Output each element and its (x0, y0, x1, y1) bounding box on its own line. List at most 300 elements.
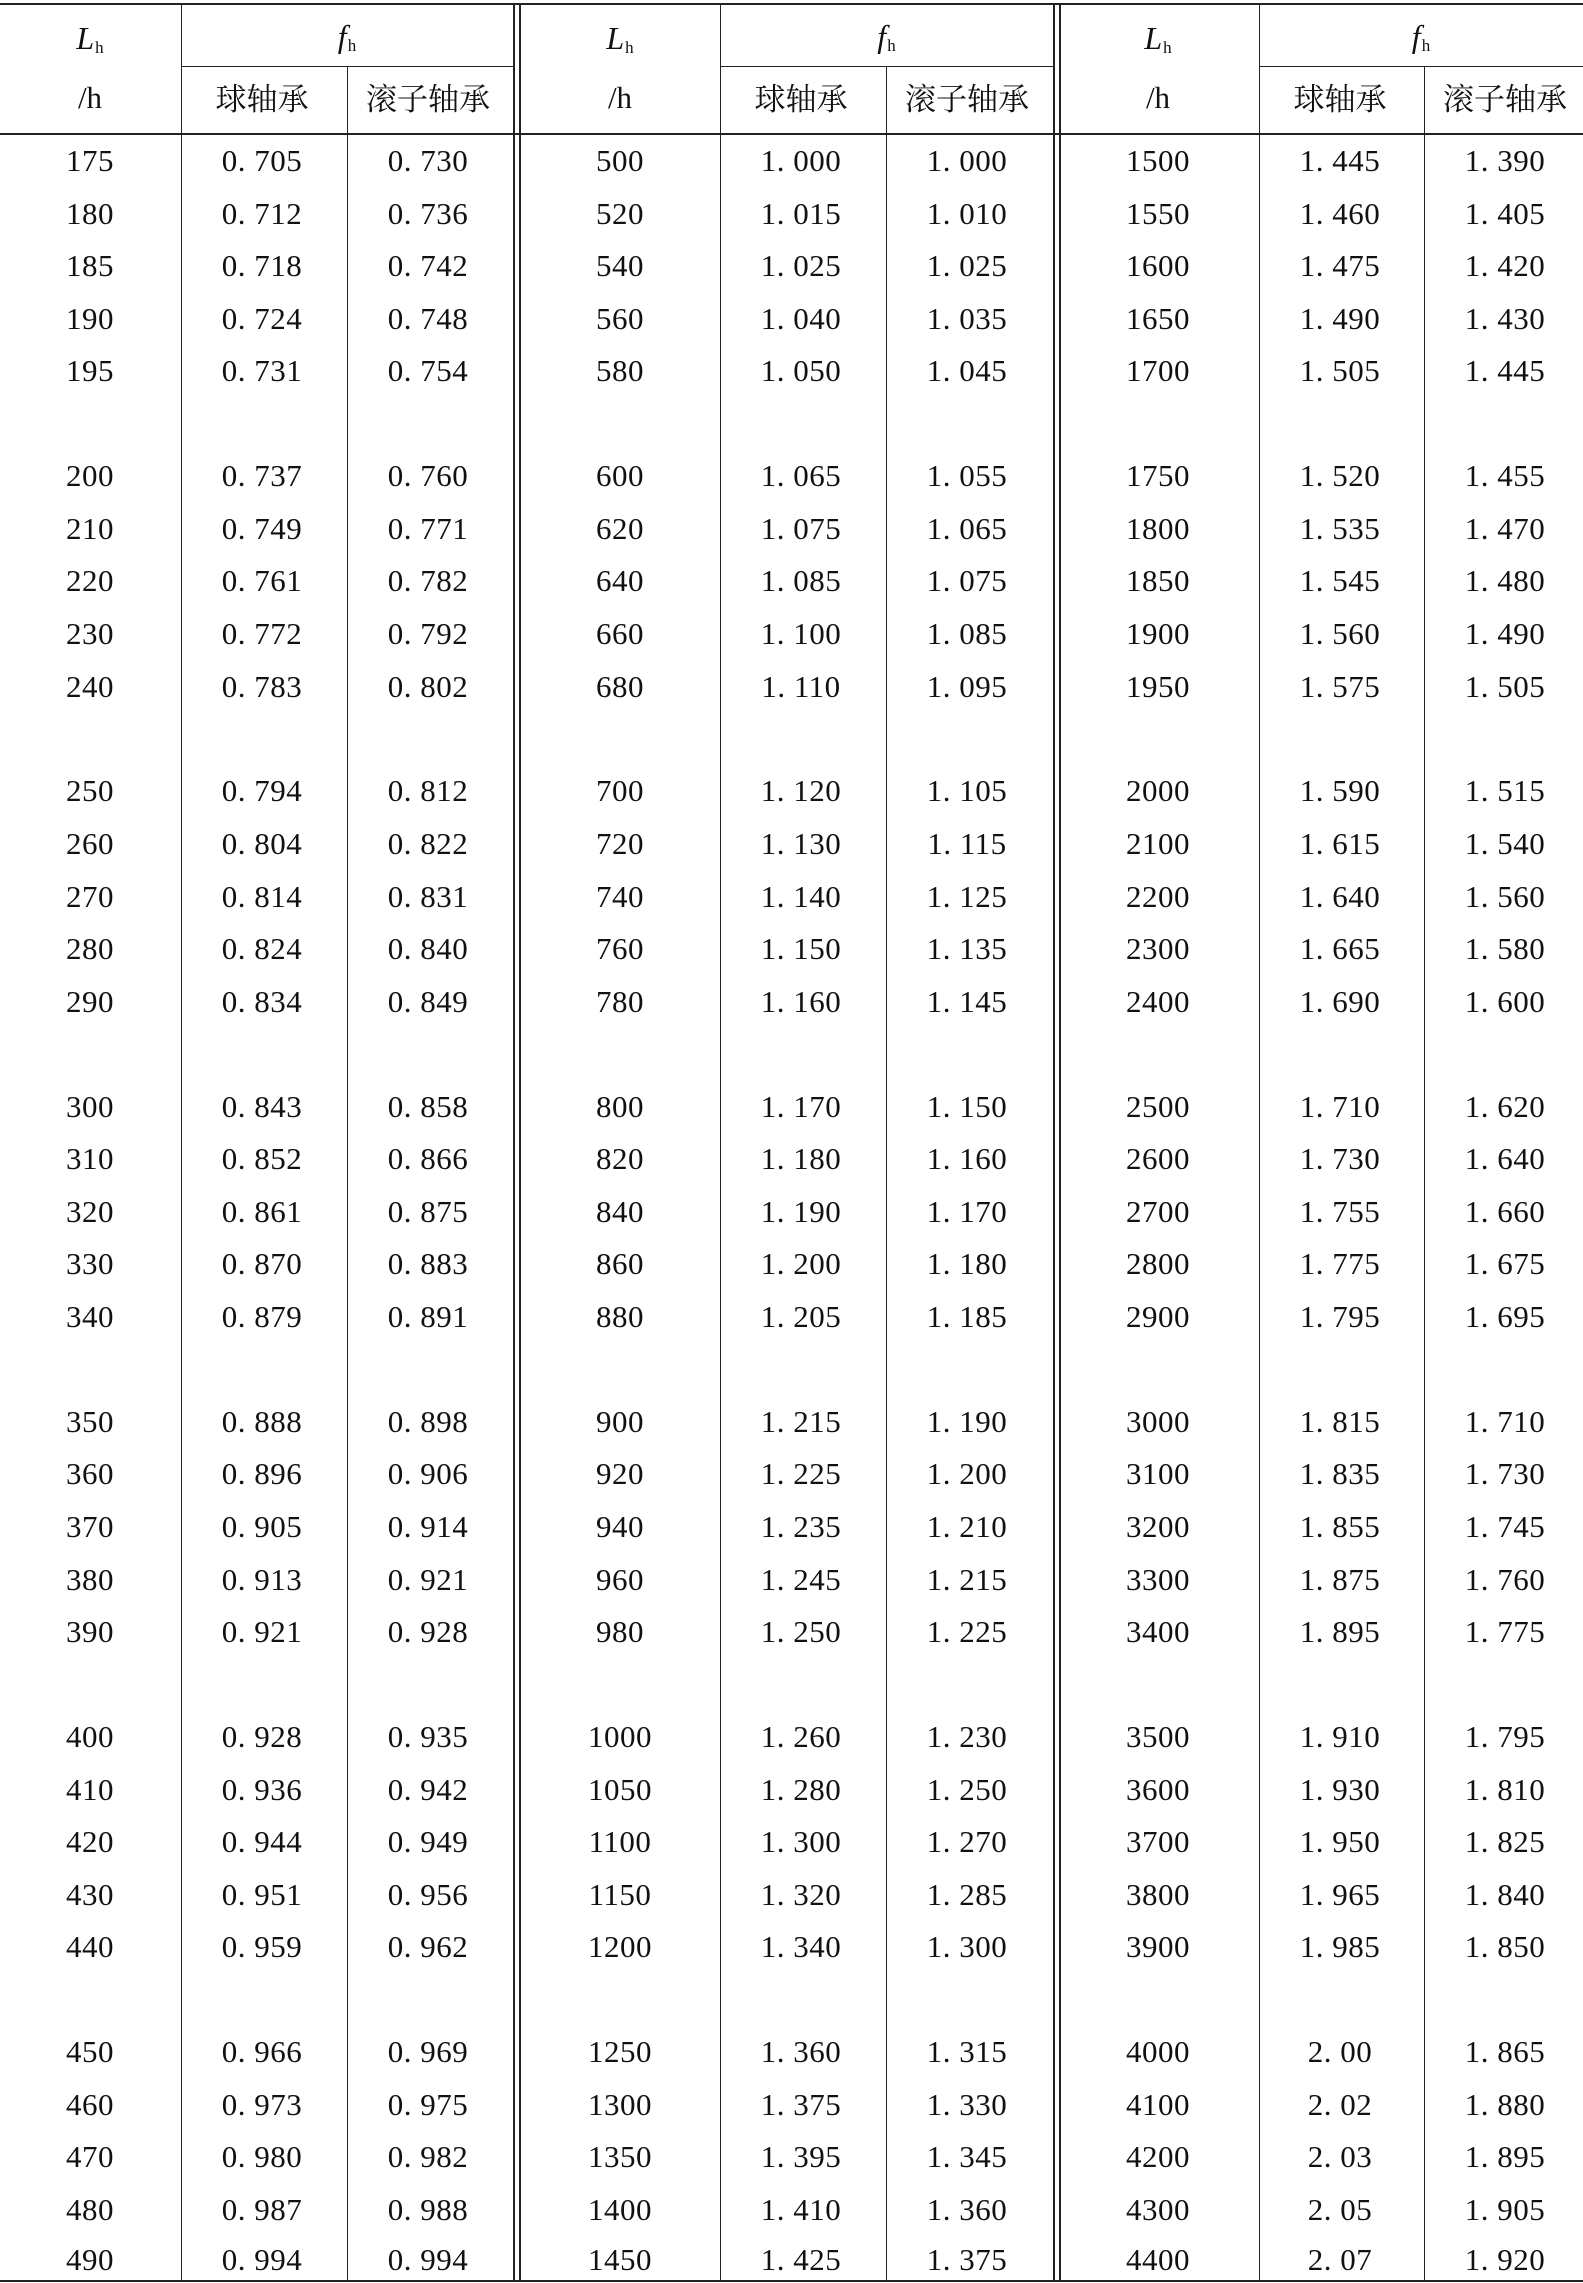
group-1-row-22-lh: 360 (66, 1456, 114, 1492)
group-3-row-21-roller: 1. 710 (1464, 1403, 1546, 1439)
group-1-row-8-roller: 0. 782 (387, 563, 469, 599)
group-3-lh-header (1058, 22, 1258, 56)
group-2-row-12-ball: 1. 130 (760, 826, 842, 861)
group-1-row-19-ball: 0. 870 (221, 1246, 303, 1282)
group-2-lh-header-subscript: h (625, 38, 634, 57)
group-3-row-12-ball: 1. 615 (1299, 826, 1381, 861)
group-2-row-15-roller: 1. 145 (926, 983, 1008, 1019)
group-2-row-15-lh: 780 (596, 983, 644, 1019)
group-2-row-11-lh: 700 (596, 773, 644, 809)
group-3-row-28-ball: 1. 950 (1299, 1824, 1381, 1860)
group-3-row-28-lh: 3700 (1126, 1824, 1190, 1860)
group-3-row-18-roller: 1. 660 (1464, 1193, 1546, 1229)
group-3-row-15-ball: 1. 690 (1299, 983, 1381, 1019)
group-2-row-28-ball: 1. 300 (760, 1824, 842, 1860)
group-3-row-24-roller: 1. 760 (1464, 1561, 1546, 1597)
group-3-row-26-roller: 1. 795 (1464, 1719, 1546, 1754)
group-3-row-21-lh: 3000 (1126, 1403, 1190, 1439)
group-1-row-6-lh: 200 (66, 458, 114, 494)
group-1-row-7-roller: 0. 771 (387, 510, 469, 546)
group-2-row-14-roller: 1. 135 (926, 931, 1008, 967)
group-3-row-6-ball: 1. 520 (1299, 458, 1381, 494)
group-3-row-15-lh: 2400 (1126, 983, 1190, 1019)
group-2-row-34-lh: 1400 (588, 2192, 652, 2227)
group-3-row-18-lh: 2700 (1126, 1193, 1190, 1229)
group-1-row-33-lh: 470 (66, 2139, 114, 2175)
group-2-row-5-ball: 1. 050 (760, 353, 842, 389)
group-1-row-9-lh: 230 (66, 616, 114, 651)
group-3-row-5-lh: 1700 (1126, 353, 1190, 389)
group-1-row-30-ball: 0. 959 (221, 1929, 303, 1965)
group-1-row-28-lh: 420 (66, 1824, 114, 1860)
group-2-row-23-ball: 1. 235 (760, 1509, 842, 1544)
group-1-fh-underline (181, 66, 513, 67)
group-2-row-20-roller: 1. 185 (926, 1299, 1008, 1334)
group-2-lh-unit: /h (607, 80, 633, 115)
group-3-row-26-ball: 1. 910 (1299, 1719, 1381, 1754)
group-3-row-7-ball: 1. 535 (1299, 510, 1381, 546)
group-2-row-2-lh: 520 (596, 195, 644, 231)
group-3-row-14-roller: 1. 580 (1464, 931, 1546, 967)
group-1-row-11-roller: 0. 812 (387, 773, 469, 809)
group-2-row-20-ball: 1. 205 (760, 1299, 842, 1334)
group-2-row-21-roller: 1. 190 (926, 1403, 1008, 1439)
group-3-row-18-ball: 1. 755 (1299, 1193, 1381, 1229)
group-2-row-22-lh: 920 (596, 1456, 644, 1492)
group-2-row-30-roller: 1. 300 (926, 1929, 1008, 1965)
group-3-row-3-roller: 1. 420 (1464, 248, 1546, 284)
group-3-row-31-lh: 4000 (1126, 2034, 1190, 2070)
group-3-row-9-lh: 1900 (1126, 616, 1190, 651)
group-1-row-32-roller: 0. 975 (387, 2086, 469, 2122)
group-3-row-23-roller: 1. 745 (1464, 1509, 1546, 1544)
group-1-ball-bearing-header: 球轴承 (215, 82, 309, 117)
group-3-row-30-ball: 1. 985 (1299, 1929, 1381, 1965)
group-3-row-4-lh: 1650 (1126, 300, 1190, 336)
group-1-row-4-lh: 190 (66, 300, 114, 336)
group-3-row-4-roller: 1. 430 (1464, 300, 1546, 336)
group-3-row-28-roller: 1. 825 (1464, 1824, 1546, 1860)
group-1-row-12-lh: 260 (66, 826, 114, 861)
group-3-row-2-lh: 1550 (1126, 195, 1190, 231)
group-3-row-29-roller: 1. 840 (1464, 1876, 1546, 1912)
group-1-row-10-roller: 0. 802 (387, 668, 469, 704)
group-3-row-29-lh: 3800 (1126, 1876, 1190, 1912)
group-1-row-1-roller: 0. 730 (387, 143, 469, 178)
group-1-row-27-roller: 0. 942 (387, 1771, 469, 1807)
group-3-fh-header-letter: $f_h$ (1411, 18, 1431, 55)
group-3-row-3-ball: 1. 475 (1299, 248, 1381, 284)
group-1-row-22-roller: 0. 906 (387, 1456, 469, 1492)
group-3-row-33-ball: 2. 03 (1307, 2139, 1373, 2175)
group-2-row-18-roller: 1. 170 (926, 1193, 1008, 1229)
group-3-row-8-ball: 1. 545 (1299, 563, 1381, 599)
group-1-row-5-ball: 0. 731 (221, 353, 303, 389)
group-1-row-11-lh: 250 (66, 773, 114, 809)
group-3-row-27-roller: 1. 810 (1464, 1771, 1546, 1807)
group-2-row-2-ball: 1. 015 (760, 195, 842, 231)
group-2-row-21-ball: 1. 215 (760, 1403, 842, 1439)
group-1-row-17-roller: 0. 866 (387, 1141, 469, 1177)
group-2-row-9-roller: 1. 085 (926, 616, 1008, 651)
group-1-row-20-lh: 340 (66, 1299, 114, 1334)
group-1-row-23-ball: 0. 905 (221, 1509, 303, 1544)
header-bottom-rule (0, 133, 1583, 135)
group-3-row-16-lh: 2500 (1126, 1088, 1190, 1124)
group-2-row-32-lh: 1300 (588, 2086, 652, 2122)
group-1-row-14-roller: 0. 840 (387, 931, 469, 967)
group-1-row-21-roller: 0. 898 (387, 1403, 469, 1439)
group-3-row-17-lh: 2600 (1126, 1141, 1190, 1177)
group-2-row-8-roller: 1. 075 (926, 563, 1008, 599)
group-1-row-10-lh: 240 (66, 668, 114, 704)
group-2-row-21-lh: 900 (596, 1403, 644, 1439)
group-3-row-14-lh: 2300 (1126, 931, 1190, 967)
group-1-row-19-roller: 0. 883 (387, 1246, 469, 1282)
group-1-row-14-lh: 280 (66, 931, 114, 967)
group-2-row-20-lh: 880 (596, 1299, 644, 1334)
group-3-row-31-roller: 1. 865 (1464, 2034, 1546, 2070)
group-2-row-34-ball: 1. 410 (760, 2192, 842, 2227)
group-3-row-14-ball: 1. 665 (1299, 931, 1381, 967)
group-2-row-8-lh: 640 (596, 563, 644, 599)
group-1-row-25-lh: 390 (66, 1614, 114, 1650)
group-3-row-19-ball: 1. 775 (1299, 1246, 1381, 1282)
group-2-row-33-ball: 1. 395 (760, 2139, 842, 2175)
group-3-row-5-roller: 1. 445 (1464, 353, 1546, 389)
group-3-row-2-roller: 1. 405 (1464, 195, 1546, 231)
group-3-row-33-roller: 1. 895 (1464, 2139, 1546, 2175)
group-2-row-13-lh: 740 (596, 878, 644, 914)
group-3-row-24-lh: 3300 (1126, 1561, 1190, 1597)
group-2-row-27-roller: 1. 250 (926, 1771, 1008, 1807)
group-2-row-29-lh: 1150 (588, 1876, 652, 1912)
group-3-lh-header-subscript: h (1163, 38, 1172, 57)
group-1-row-10-ball: 0. 783 (221, 668, 303, 704)
group-1-row-20-roller: 0. 891 (387, 1299, 469, 1334)
group-2-row-4-roller: 1. 035 (926, 300, 1008, 336)
group-1-row-24-lh: 380 (66, 1561, 114, 1597)
group-1-row-5-roller: 0. 754 (387, 353, 469, 389)
group-2-row-10-ball: 1. 110 (761, 668, 841, 704)
group-1-row-8-lh: 220 (66, 563, 114, 599)
group-2-row-25-roller: 1. 225 (926, 1614, 1008, 1650)
group-3-row-10-lh: 1950 (1126, 668, 1190, 704)
group-3-row-9-ball: 1. 560 (1299, 616, 1381, 651)
group-2-roller-bearing-header: 滚子轴承 (905, 82, 1029, 117)
group-3-row-12-lh: 2100 (1126, 826, 1190, 861)
group-3-row-3-lh: 1600 (1126, 248, 1190, 284)
group-1-row-29-lh: 430 (66, 1876, 114, 1912)
group-2-row-26-roller: 1. 230 (926, 1719, 1008, 1754)
group-1-row-26-lh: 400 (66, 1719, 114, 1754)
group-2-row-31-ball: 1. 360 (760, 2034, 842, 2070)
group-2-row-3-roller: 1. 025 (926, 248, 1008, 284)
group-1-row-27-ball: 0. 936 (221, 1771, 303, 1807)
group-1-row-13-ball: 0. 814 (221, 878, 303, 914)
group-3-row-12-roller: 1. 540 (1464, 826, 1546, 861)
group-1-lh-header (0, 22, 190, 56)
group-1-row-13-lh: 270 (66, 878, 114, 914)
group-3-row-8-roller: 1. 480 (1464, 563, 1546, 599)
group-1-roller-bearing-header: 滚子轴承 (366, 82, 490, 117)
group-2-row-28-roller: 1. 270 (926, 1824, 1008, 1860)
group-2-row-32-ball: 1. 375 (760, 2086, 842, 2122)
group-1-row-18-ball: 0. 861 (221, 1193, 303, 1229)
group-3-row-34-lh: 4300 (1126, 2192, 1190, 2227)
group-3-row-23-lh: 3200 (1126, 1509, 1190, 1544)
group-1-row-26-roller: 0. 935 (387, 1719, 469, 1754)
group-3-row-30-lh: 3900 (1126, 1929, 1190, 1965)
group-2-row-1-ball: 1. 000 (760, 143, 842, 178)
group-2-row-26-lh: 1000 (588, 1719, 652, 1754)
group-2-row-11-roller: 1. 105 (926, 773, 1008, 809)
group-2-row-3-lh: 540 (596, 248, 644, 284)
group-2-row-9-ball: 1. 100 (760, 616, 842, 651)
group-3-ball-bearing-header: 球轴承 (1293, 82, 1387, 117)
group-3-row-22-roller: 1. 730 (1464, 1456, 1546, 1492)
group-1-row-9-ball: 0. 772 (221, 616, 303, 651)
group-1-row-7-ball: 0. 749 (221, 510, 303, 546)
group-1-row-20-ball: 0. 879 (221, 1299, 303, 1334)
group-2-row-31-roller: 1. 315 (926, 2034, 1008, 2070)
group-2-fh-header-subscript: h (887, 36, 896, 55)
group-2-row-35-roller: 1. 375 (926, 2242, 1008, 2277)
group-1-row-15-lh: 290 (66, 983, 114, 1019)
group-3-row-33-lh: 4200 (1126, 2139, 1190, 2175)
group-2-row-6-ball: 1. 065 (760, 458, 842, 494)
group-1-row-2-roller: 0. 736 (387, 195, 469, 231)
group-2-row-16-roller: 1. 150 (926, 1088, 1008, 1124)
group-2-row-35-ball: 1. 425 (760, 2242, 842, 2277)
group-2-row-26-ball: 1. 260 (760, 1719, 842, 1754)
group-2-row-17-ball: 1. 180 (760, 1141, 842, 1177)
group-1-row-33-roller: 0. 982 (387, 2139, 469, 2175)
group-3-row-34-ball: 2. 05 (1307, 2192, 1373, 2227)
group-3-lh-header-letter: $L_h$ (1144, 20, 1172, 57)
group-1-row-30-lh: 440 (66, 1929, 114, 1965)
group-2-row-32-roller: 1. 330 (926, 2086, 1008, 2122)
group-1-row-6-roller: 0. 760 (387, 458, 469, 494)
group-3-lh-unit: /h (1145, 80, 1171, 115)
group-1-row-35-lh: 490 (66, 2242, 114, 2277)
group-3-row-25-roller: 1. 775 (1464, 1614, 1546, 1650)
group-1-row-5-lh: 195 (66, 353, 114, 389)
group-2-row-7-roller: 1. 065 (926, 510, 1008, 546)
group-1-row-31-lh: 450 (66, 2034, 114, 2070)
group-1-row-17-lh: 310 (66, 1141, 114, 1177)
group-3-row-31-ball: 2. 00 (1307, 2034, 1373, 2070)
group-3-row-35-lh: 4400 (1126, 2242, 1190, 2277)
table-top-rule (0, 3, 1583, 5)
group-1-row-31-roller: 0. 969 (387, 2034, 469, 2070)
group-2-row-17-roller: 1. 160 (926, 1141, 1008, 1177)
group-1-row-3-lh: 185 (66, 248, 114, 284)
group-3-row-7-roller: 1. 470 (1464, 510, 1546, 546)
group-1-row-25-roller: 0. 928 (387, 1614, 469, 1650)
group-2-row-10-lh: 680 (596, 668, 644, 704)
group-3-row-19-lh: 2800 (1126, 1246, 1190, 1282)
group-3-row-2-ball: 1. 460 (1299, 195, 1381, 231)
group-2-row-12-roller: 1. 115 (927, 826, 1007, 861)
group-2-row-19-lh: 860 (596, 1246, 644, 1282)
group-2-row-13-roller: 1. 125 (926, 878, 1008, 914)
group-1-row-2-ball: 0. 712 (221, 195, 303, 231)
group-2-row-34-roller: 1. 360 (926, 2192, 1008, 2227)
group-1-row-35-ball: 0. 994 (221, 2242, 303, 2277)
group-1-row-32-ball: 0. 973 (221, 2086, 303, 2122)
group-1-row-24-roller: 0. 921 (387, 1561, 469, 1597)
group-3-row-27-lh: 3600 (1126, 1771, 1190, 1807)
group-1-row-34-lh: 480 (66, 2192, 114, 2227)
group-1-row-12-ball: 0. 804 (221, 826, 303, 861)
group-2-row-27-lh: 1050 (588, 1771, 652, 1807)
group-3-fh-underline (1259, 66, 1583, 67)
group-1-fh-header (247, 20, 447, 54)
group-2-row-33-lh: 1350 (588, 2139, 652, 2175)
group-3-row-26-lh: 3500 (1126, 1719, 1190, 1754)
group-3-roller-bearing-header: 滚子轴承 (1443, 82, 1567, 117)
group-3-row-1-ball: 1. 445 (1299, 143, 1381, 178)
group-2-row-9-lh: 660 (596, 616, 644, 651)
group-1-row-2-lh: 180 (66, 195, 114, 231)
group-2-row-24-ball: 1. 245 (760, 1561, 842, 1597)
group-1-row-4-ball: 0. 724 (221, 300, 303, 336)
group-1-row-1-lh: 175 (66, 143, 114, 178)
group-3-row-17-roller: 1. 640 (1464, 1141, 1546, 1177)
group-2-row-1-lh: 500 (596, 143, 644, 178)
group-2-row-4-lh: 560 (596, 300, 644, 336)
group-1-row-31-ball: 0. 966 (221, 2034, 303, 2070)
group-1-row-21-ball: 0. 888 (221, 1403, 303, 1439)
group-3-row-1-lh: 1500 (1126, 143, 1190, 178)
group-2-row-18-lh: 840 (596, 1193, 644, 1229)
group-2-row-28-lh: 1100 (588, 1824, 652, 1860)
group-3-row-13-ball: 1. 640 (1299, 878, 1381, 914)
group-1-row-16-ball: 0. 843 (221, 1088, 303, 1124)
group-3-row-4-ball: 1. 490 (1299, 300, 1381, 336)
group-1-lh-header-subscript: h (95, 38, 104, 57)
group-1-row-8-ball: 0. 761 (221, 563, 303, 599)
group-1-row-23-lh: 370 (66, 1509, 114, 1544)
group-3-row-13-lh: 2200 (1126, 878, 1190, 914)
group-1-row-28-roller: 0. 949 (387, 1824, 469, 1860)
group-1-row-18-roller: 0. 875 (387, 1193, 469, 1229)
group-3-row-17-ball: 1. 730 (1299, 1141, 1381, 1177)
group-1-row-33-ball: 0. 980 (221, 2139, 303, 2175)
group-1-row-29-ball: 0. 951 (221, 1876, 303, 1912)
group-2-row-2-roller: 1. 010 (926, 195, 1008, 231)
group-1-row-29-roller: 0. 956 (387, 1876, 469, 1912)
group-3-row-22-ball: 1. 835 (1299, 1456, 1381, 1492)
group-2-row-16-ball: 1. 170 (760, 1088, 842, 1124)
group-3-fh-header (1321, 20, 1521, 54)
group-1-row-11-ball: 0. 794 (221, 773, 303, 809)
group-2-row-15-ball: 1. 160 (760, 983, 842, 1019)
group-2-row-1-roller: 1. 000 (926, 143, 1008, 178)
group-3-row-30-roller: 1. 850 (1464, 1929, 1546, 1965)
group-1-row-7-lh: 210 (66, 510, 114, 546)
group-3-row-20-ball: 1. 795 (1299, 1299, 1381, 1334)
group-3-row-11-lh: 2000 (1126, 773, 1190, 809)
group-3-row-6-lh: 1750 (1126, 458, 1190, 494)
group-1-row-32-lh: 460 (66, 2086, 114, 2122)
group-1-row-15-roller: 0. 849 (387, 983, 469, 1019)
group-3-row-32-roller: 1. 880 (1464, 2086, 1546, 2122)
group-2-row-30-ball: 1. 340 (760, 1929, 842, 1965)
group-3-row-19-roller: 1. 675 (1464, 1246, 1546, 1282)
group-1-row-27-lh: 410 (66, 1771, 114, 1807)
group-1-row-13-roller: 0. 831 (387, 878, 469, 914)
group-2-row-30-lh: 1200 (588, 1929, 652, 1965)
group-1-row-14-ball: 0. 824 (221, 931, 303, 967)
group-2-row-29-ball: 1. 320 (760, 1876, 842, 1912)
group-2-row-17-lh: 820 (596, 1141, 644, 1177)
group-1-row-15-ball: 0. 834 (221, 983, 303, 1019)
group-3-row-20-lh: 2900 (1126, 1299, 1190, 1334)
group-2-row-12-lh: 720 (596, 826, 644, 861)
group-3-row-27-ball: 1. 930 (1299, 1771, 1381, 1807)
group-2-row-7-lh: 620 (596, 510, 644, 546)
group-2-row-4-ball: 1. 040 (760, 300, 842, 336)
group-2-row-25-ball: 1. 250 (760, 1614, 842, 1650)
group-1-row-30-roller: 0. 962 (387, 1929, 469, 1965)
group-3-row-16-roller: 1. 620 (1464, 1088, 1546, 1124)
group-1-row-16-lh: 300 (66, 1088, 114, 1124)
group-2-row-5-roller: 1. 045 (926, 353, 1008, 389)
group-2-row-3-ball: 1. 025 (760, 248, 842, 284)
group-1-row-28-ball: 0. 944 (221, 1824, 303, 1860)
group-1-fh-header-letter: $f_h$ (337, 18, 357, 55)
group-1-row-6-ball: 0. 737 (221, 458, 303, 494)
group-3-row-10-ball: 1. 575 (1299, 668, 1381, 704)
group-3-row-7-lh: 1800 (1126, 510, 1190, 546)
group-3-row-24-ball: 1. 875 (1299, 1561, 1381, 1597)
group-2-row-31-lh: 1250 (588, 2034, 652, 2070)
group-1-row-1-ball: 0. 705 (221, 143, 303, 178)
group-1-row-4-roller: 0. 748 (387, 300, 469, 336)
group-2-row-8-ball: 1. 085 (760, 563, 842, 599)
group-1-row-18-lh: 320 (66, 1193, 114, 1229)
group-3-row-13-roller: 1. 560 (1464, 878, 1546, 914)
group-3-row-23-ball: 1. 855 (1299, 1509, 1381, 1544)
group-2-row-19-ball: 1. 200 (760, 1246, 842, 1282)
group-3-row-20-roller: 1. 695 (1464, 1299, 1546, 1334)
group-2-fh-underline (720, 66, 1053, 67)
group-3-fh-header-subscript: h (1421, 36, 1431, 55)
group-2-row-6-roller: 1. 055 (926, 458, 1008, 494)
group-3-row-1-roller: 1. 390 (1464, 143, 1546, 178)
group-1-row-25-ball: 0. 921 (221, 1614, 303, 1650)
group-2-row-18-ball: 1. 190 (760, 1193, 842, 1229)
group-3-row-29-ball: 1. 965 (1299, 1876, 1381, 1912)
group-1-fh-header-subscript: h (347, 36, 357, 55)
group-2-row-35-lh: 1450 (588, 2242, 652, 2277)
group-1-row-26-ball: 0. 928 (221, 1719, 303, 1754)
group-1-row-12-roller: 0. 822 (387, 826, 469, 861)
group-1-lh-header-letter: $L_h$ (76, 20, 104, 57)
group-2-row-7-ball: 1. 075 (760, 510, 842, 546)
group-3-row-9-roller: 1. 490 (1464, 616, 1546, 651)
group-3-row-35-roller: 1. 920 (1464, 2242, 1546, 2277)
group-1-row-3-roller: 0. 742 (387, 248, 469, 284)
group-1-row-17-ball: 0. 852 (221, 1141, 303, 1177)
group-2-row-22-roller: 1. 200 (926, 1456, 1008, 1492)
group-2-lh-header-letter: $L_h$ (606, 20, 634, 57)
group-2-ball-bearing-header: 球轴承 (754, 82, 848, 117)
group-2-row-23-lh: 940 (596, 1509, 644, 1544)
group-2-row-13-ball: 1. 140 (760, 878, 842, 914)
